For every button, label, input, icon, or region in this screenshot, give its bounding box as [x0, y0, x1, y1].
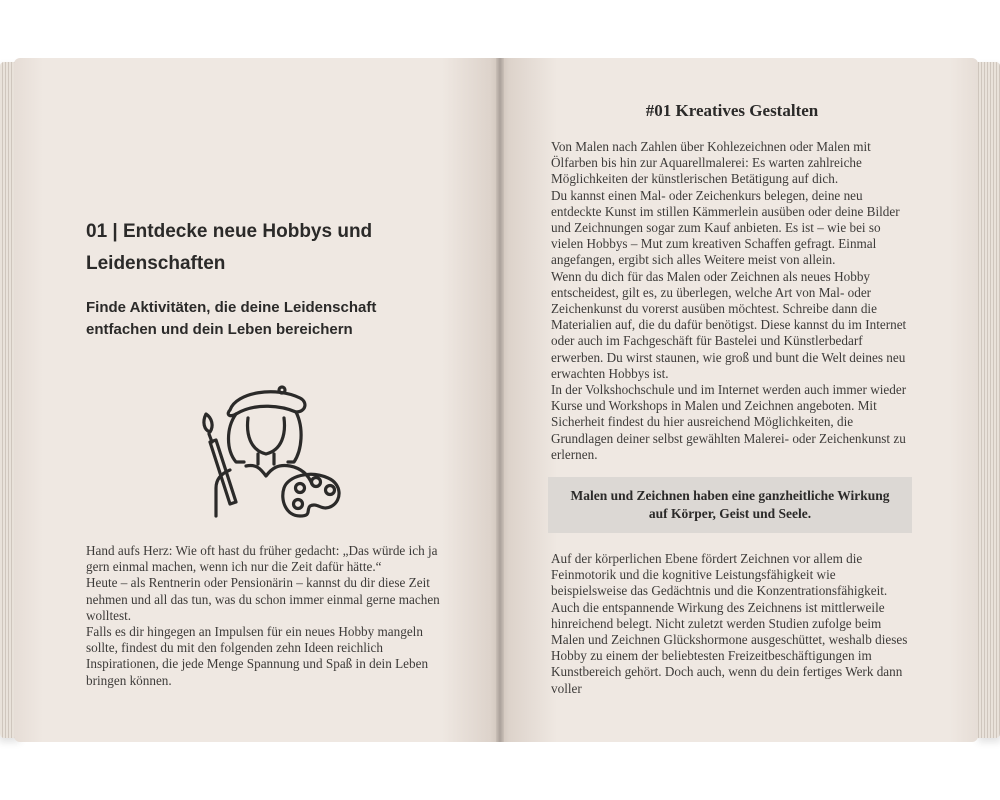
artist-with-palette-icon [196, 384, 344, 518]
body-paragraph: Wenn du dich für das Malen oder Zeichnen als neues Hobby entscheidest, gilt es, zu überlegen, welche Art von Mal- oder Zeichenkunst du vorerst ausüben möchtest. Schreibe dann die Materialien auf, die du dafür benötigst. Diese kannst du im Internet oder auch im Fachgeschäft für Bastelei und Künstlerbedarf erwerben. Du wirst staunen, wie groß und bunt die Welt deines neu erwachten Hobbys ist. [551, 268, 907, 381]
intro-paragraph: Hand aufs Herz: Wie oft hast du früher gedacht: „Das würde ich ja gern einmal machen, wenn ich nur die Zeit dafür hätte.“ [86, 543, 438, 575]
body-paragraph: Du kannst einen Mal- oder Zeichenkurs belegen, deine neu entdeckte Kunst im stillen Kämmerlein ausüben oder deine Bilder und Zeichnungen sogar zum Kauf anbieten. Es ist – wie bei so vielen Hobbys – Mut zum kreativen Schaffen gefragt. Einmal angefangen, ergibt sich alles Weitere meist von allein. [551, 187, 900, 268]
section-body-text [551, 139, 913, 463]
body-paragraph: In der Volkshochschule und im Internet werden auch immer wieder Kurse und Workshops in Malen und Zeichnen angeboten. Mit Sicherheit findest du hier ausreichend Möglichkeiten, die Grundlagen deiner selbst gewählten Malerei- oder Zeichenkunst zu erlernen. [551, 382, 907, 462]
intro-paragraph: Heute – als Rentnerin oder Pensionärin – kannst du dir diese Zeit nehmen und all das tun, was du schon immer einmal gerne machen wolltest. [86, 575, 440, 623]
intro-text [86, 543, 448, 689]
section-heading: #01 Kreatives Gestalten [645, 101, 819, 120]
callout-box [548, 477, 912, 533]
page-stack-right [976, 62, 1000, 738]
intro-paragraph: Falls es dir hingegen an Impulsen für ein neues Hobby mangeln sollte, findest du mit den folgenden zehn Ideen reichlich Inspirationen, die jede Menge Spannung und Spaß in dein Leben bringen können. [86, 624, 429, 688]
closing-body-text [551, 551, 913, 697]
chapter-subtitle: Finde Aktivitäten, die deine Leidenschaft entfachen und dein Leben bereichern [86, 299, 377, 338]
body-paragraph: Von Malen nach Zahlen über Kohlezeichnen oder Malen mit Ölfarben bis hin zur Aquarellmalerei: Es warten zahlreiche Möglichkeiten der künstlerischen Betätigung auf dich. [551, 139, 871, 187]
callout-text: Malen und Zeichnen haben eine ganzheitliche Wirkung auf Körper, Geist und Seele. [570, 488, 890, 521]
chapter-title: 01 | Entdecke neue Hobbys und Leidenschaften [86, 221, 373, 274]
body-paragraph: Auf der körperlichen Ebene fördert Zeichnen vor allem die Feinmotorik und die kognitive Leistungsfähigkeit wie beispielsweise das Gedächtnis und die Konzentrationsfähigkeit. Auch die entspannende Wirkung des Zeichnens ist mittlerweile hinreichend belegt. Nicht zuletzt werden Studien zufolge beim Malen und Zeichnen Glückshormone ausgeschüttet, weshalb dieses Hobby zu einem der beliebtesten Freizeitbeschäftigungen im Kunstbereich gehört. Doch auch, wenn du dein fertiges Werk dann voller [551, 551, 908, 696]
book-gutter [496, 58, 504, 742]
